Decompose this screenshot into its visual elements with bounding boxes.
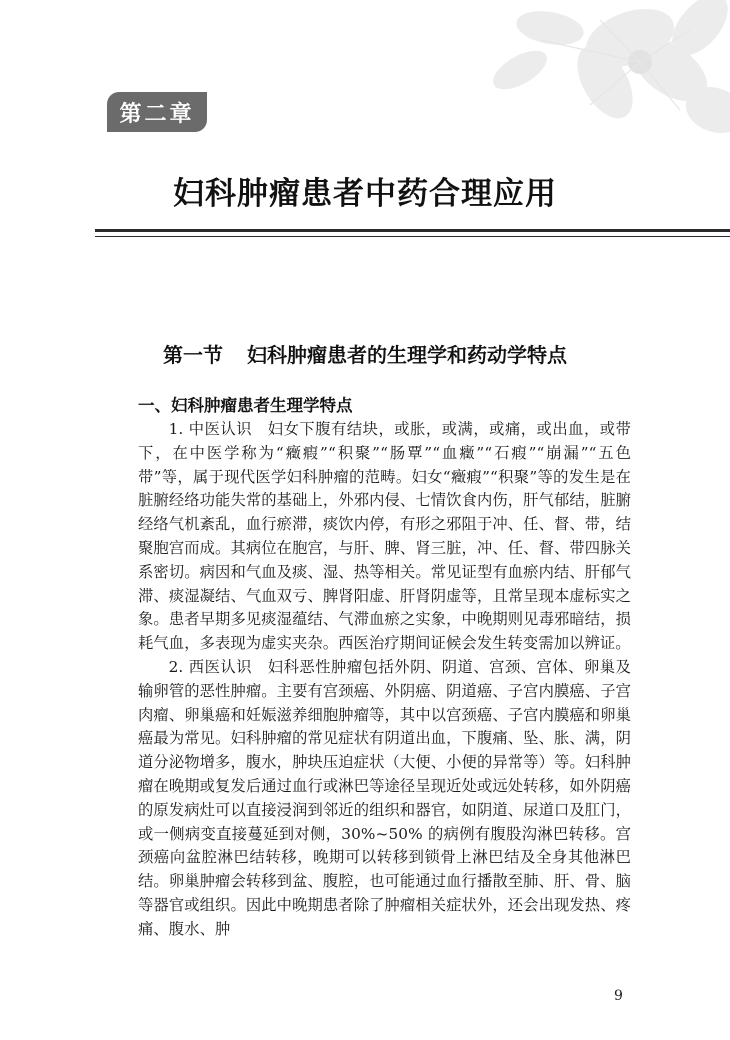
section-heading (0, 339, 730, 368)
paragraph-western-medicine: 2. 西医认识 妇科恶性肿瘤包括外阴、阴道、宫颈、宫体、卵巢及输卵管的恶性肿瘤。主要有宫颈癌、外阴癌、阴道癌、子宫内膜癌、子宫肉瘤、卵巢癌和妊娠滋养细胞肿瘤等，其中以宫颈癌、子宫内膜癌和卵巢癌最为常见。妇科肿瘤的常见症状有阴道出血，下腹痛、坠、胀、满，阴道分泌物增多，腹水，肿块压迫症状（大便、小便的异常等）等。妇科肿瘤在晚期或复发后通过血行或淋巴等途径呈现近处或远处转移，如外阴癌的原发病灶可以直接浸润到邻近的组织和器官，如阴道、尿道口及肛门，或一侧病变直接蔓延到对侧，30%~50% 的病例有腹股沟淋巴转移。宫颈癌向盆腔淋巴结转移，晚期可以转移到锁骨上淋巴结及全身其他淋巴结。卵巢肿瘤会转移到盆、腹腔，也可能通过血行播散至肺、肝、骨、脑等器官或组织。因此中晚期患者除了肿瘤相关症状外，还会出现发热、疼痛、腹水、肿 (138, 657, 631, 938)
page-number: 9 (614, 988, 623, 1004)
title-rule-thick (95, 229, 730, 232)
chapter-title: 妇科肿瘤患者中药合理应用 (173, 176, 557, 212)
decorative-flower-graphic (400, 0, 730, 150)
section-number: 第一节 (163, 343, 223, 367)
subsection-title: 一、妇科肿瘤患者生理学特点 (138, 396, 353, 415)
paragraph-tcm: 1. 中医认识 妇女下腹有结块，或胀，或满，或痛，或出血，或带下，在中医学称为“癥瘕”“积聚”“肠覃”“血癥”“石瘕”“崩漏”“五色带”等，属于现代医学妇科肿瘤的范畴。妇女“癥瘕”“积聚”等的发生是在脏腑经络功能失常的基础上，外邪内侵、七情饮食内伤，肝气郁结，脏腑经络气机紊乱，血行瘀滞，痰饮内停，有形之邪阻于冲、任、督、带，结聚胞宫而成。其病位在胞宫，与肝、脾、肾三脏，冲、任、督、带四脉关系密切。病因和气血及痰、湿、热等相关。常见证型有血瘀内结、肝郁气滞、痰湿凝结、气血双亏、脾肾阳虚、肝肾阴虚等，且常呈现本虚标实之象。患者早期多见痰湿蕴结、气滞血瘀之实象，中晚期则见毒邪暗结，损耗气血，多表现为虚实夹杂。西医治疗期间证候会发生转变需加以辨证。 (138, 420, 631, 653)
section-title: 妇科肿瘤患者的生理学和药动学特点 (247, 343, 567, 367)
title-rule-thin (95, 236, 730, 237)
body-text (138, 418, 631, 942)
chapter-badge (107, 92, 207, 132)
chapter-label: 第二章 (119, 100, 195, 127)
